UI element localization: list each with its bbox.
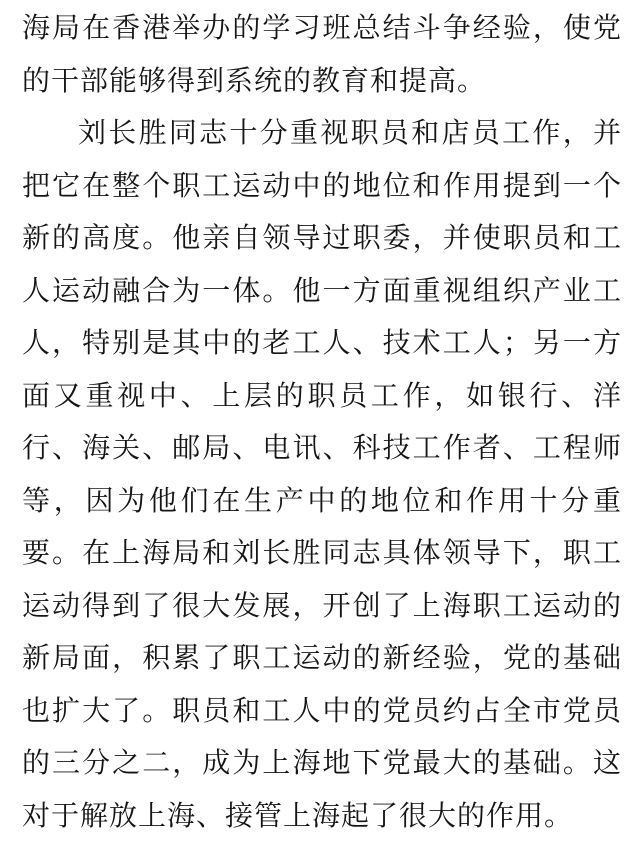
text-line-1: 海局在香港举办的学习班总结斗争经验，使党	[22, 11, 622, 44]
text-line-2: 的干部能够得到系统的教育和提高。	[22, 63, 487, 97]
text-line-12: 运动得到了很大发展，开创了上海职工运动的	[22, 588, 622, 622]
text-line-13: 新局面，积累了职工运动的新经验，党的基础	[22, 641, 622, 674]
text-line-9: 行、海关、邮局、电讯、科技工作者、工程师	[22, 431, 622, 464]
text-line-4: 把它在整个职工运动中的地位和作用提到一个	[22, 168, 622, 202]
text-line-7: 人，特别是其中的老工人、技术工人；另一方	[22, 326, 622, 359]
text-line-5: 新的高度。他亲自领导过职委，并使职员和工	[22, 221, 622, 254]
text-line-16: 对于解放上海、接管上海起了很大的作用。	[22, 798, 574, 832]
text-line-11: 要。在上海局和刘长胜同志具体领导下，职工	[22, 536, 622, 569]
text-line-6: 人运动融合为一体。他一方面重视组织产业工	[22, 273, 622, 307]
text-line-8: 面又重视中、上层的职员工作，如银行、洋	[22, 378, 622, 412]
body-text	[22, 2, 622, 842]
text-line-10: 等，因为他们在生产中的地位和作用十分重	[22, 483, 622, 517]
text-line-14: 也扩大了。职员和工人中的党员约占全市党员	[22, 693, 622, 727]
text-line-3: 刘长胜同志十分重视职员和店员工作，并	[78, 116, 622, 149]
text-line-15: 的三分之二，成为上海地下党最大的基础。这	[22, 746, 622, 779]
